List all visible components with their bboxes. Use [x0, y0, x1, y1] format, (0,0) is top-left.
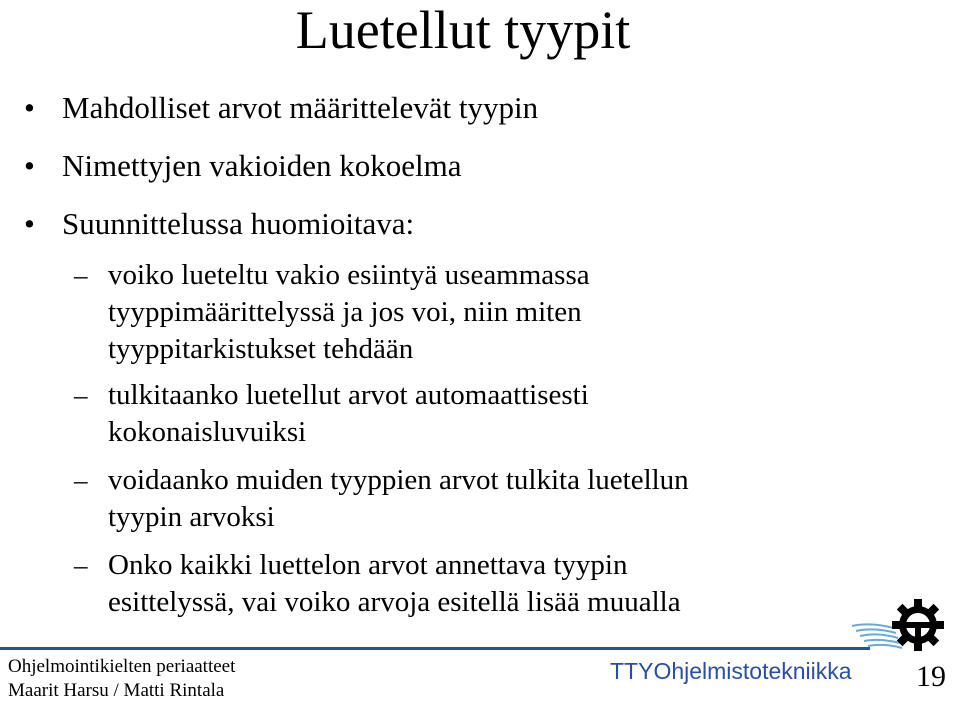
- footer-brand: TTYOhjelmistotekniikka: [610, 658, 852, 684]
- bullet-text: Nimettyjen vakioiden kokoelma: [62, 148, 462, 183]
- sub-item-line: voidaanko muiden tyyppien arvot tulkita luetellun: [108, 464, 689, 496]
- sub-item-text: [108, 547, 888, 621]
- sub-item-line: tyyppimäärittelyssä ja jos voi, niin miten: [108, 296, 582, 328]
- sub-item-marker: –: [74, 465, 88, 495]
- sub-item-line: tyyppitarkistukset tehdään: [108, 333, 414, 365]
- sub-item-line: kokonaisluvuiksi: [108, 416, 307, 448]
- sub-item-line: esittelyssä, vai voiko arvoja esitellä lisää muualla: [108, 586, 681, 618]
- sub-item-line: voiko lueteltu vakio esiintyä useammassa: [108, 259, 590, 291]
- bullet-text: Suunnittelussa huomioitava:: [62, 206, 415, 241]
- bullet-marker: •: [24, 148, 35, 183]
- slide-title: Luetellut tyypit: [295, 0, 631, 60]
- sub-item-text: [108, 462, 888, 536]
- footer-course: Ohjelmointikielten periaatteet: [8, 656, 236, 677]
- sub-item-marker: –: [74, 260, 88, 290]
- page-number: 19: [916, 660, 946, 693]
- sub-item-marker: –: [74, 550, 88, 580]
- sub-item-marker: –: [74, 380, 88, 410]
- footer-divider: [0, 647, 870, 650]
- sub-item-line: Onko kaikki luettelon arvot annettava tyypin: [108, 549, 628, 581]
- sub-item-line: tyypin arvoksi: [108, 501, 275, 533]
- footer-credits: [8, 655, 235, 703]
- bullet-text: Mahdolliset arvot määrittelevät tyypin: [62, 90, 539, 125]
- bullet-marker: •: [24, 90, 35, 125]
- footer-authors: Maarit Harsu / Matti Rintala: [8, 680, 225, 701]
- bullet-marker: •: [24, 206, 35, 241]
- sub-item-line: tulkitaanko luetellut arvot automaattisesti: [108, 379, 589, 411]
- sub-item-text: [108, 377, 888, 451]
- sub-item-text: [108, 257, 888, 368]
